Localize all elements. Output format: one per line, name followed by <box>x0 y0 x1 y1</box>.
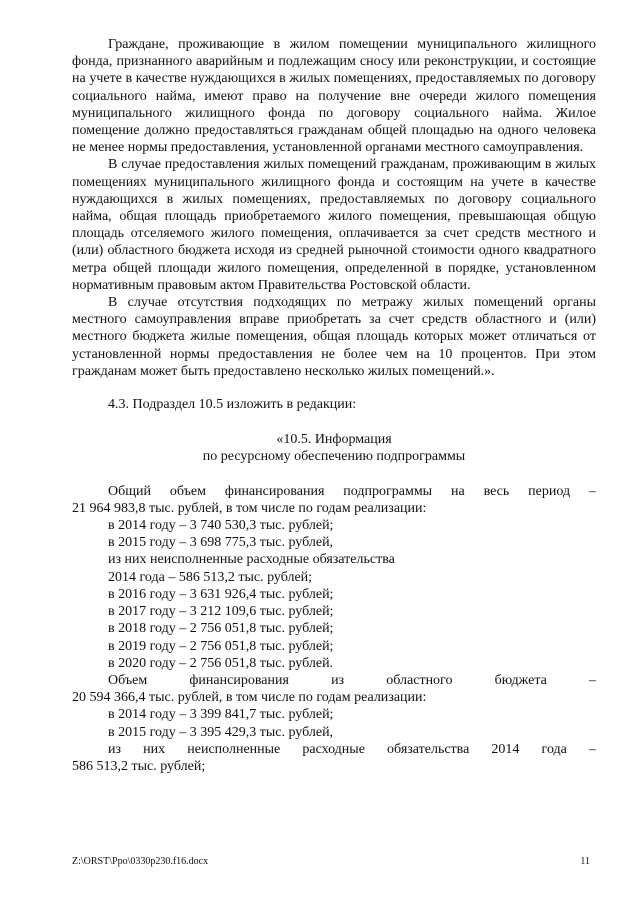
total-funding-item: в 2019 году – 2 756 051,8 тыс. рублей; <box>108 638 334 654</box>
section-instruction: 4.3. Подраздел 10.5 изложить в редакции: <box>108 397 357 413</box>
regional-unfulfilled-cont: 586 513,2 тыс. рублей; <box>72 758 206 774</box>
paragraph-3: В случае отсутствия подходящих по метражу жилых помещений органы местного самоуправления вправе приобретать за счет средств областного и (или) местного бюджета жилые помещения, общая площадь которых может отличаться от установленной нормы предоставления не более чем на 10 процентов. При этом гражданам может быть предоставлено несколько жилых помещений.». <box>72 295 596 379</box>
section-heading-line-1: «10.5. Информация <box>276 432 392 448</box>
section-heading-line-2: по ресурсному обеспечению подпрограммы <box>202 449 466 465</box>
regional-unfulfilled: из них неисполненные расходные обязательства 2014 года – <box>108 741 596 757</box>
total-funding-intro: Общий объем финансирования подпрограммы на весь период – <box>108 483 596 499</box>
regional-funding-intro: Объем финансирования из областного бюджета – <box>108 672 596 688</box>
total-funding-item: в 2017 году – 3 212 109,6 тыс. рублей; <box>108 604 334 620</box>
total-funding-item: в 2020 году – 2 756 051,8 тыс. рублей. <box>108 655 334 671</box>
paragraph-2: В случае предоставления жилых помещений гражданам, проживающим в жилых помещениях муниципального жилищного фонда и состоящим на учете в качестве нуждающихся в жилых помещениях, предоставляемых по договору социального найма, общая площадь приобретаемого жилого помещения, превышающая общую площадь отселяемого жилого помещения, оплачивается за счет средств местного и (или) областного бюджета исходя из средней рыночной стоимости одного квадратного метра общей площади жилого помещения, определенной в порядке, установленном нормативным правовым актом Правительства Ростовской области. <box>72 157 596 293</box>
funding-block <box>72 483 596 775</box>
total-funding-item: 2014 года – 586 513,2 тыс. рублей; <box>108 569 313 585</box>
total-funding-item: в 2018 году – 2 756 051,8 тыс. рублей; <box>108 621 334 637</box>
total-funding-item: в 2016 году – 3 631 926,4 тыс. рублей; <box>108 586 334 602</box>
paragraph-1: Граждане, проживающие в жилом помещении муниципального жилищного фонда, признанного аварийным и подлежащим сносу или реконструкции, и состоящие на учете в качестве нуждающихся в жилых помещениях, предоставляемых по договору социального найма, имеют право на получение вне очереди жилого помещения муниципального жилищного фонда по договору социального найма. Жилое помещение должно предоставляться гражданам общей площадью на одного человека не менее нормы предоставления, установленной органами местного самоуправления. <box>72 37 596 156</box>
total-funding-item: в 2014 году – 3 740 530,3 тыс. рублей; <box>108 518 334 534</box>
total-funding-cont: 21 964 983,8 тыс. рублей, в том числе по годам реализации: <box>72 500 427 516</box>
regional-funding-item: в 2014 году – 3 399 841,7 тыс. рублей; <box>108 707 334 723</box>
regional-funding-cont: 20 594 366,4 тыс. рублей, в том числе по годам реализации: <box>72 690 427 706</box>
regional-funding-item: в 2015 году – 3 395 429,3 тыс. рублей, <box>108 724 334 740</box>
total-funding-item: в 2015 году – 3 698 775,3 тыс. рублей, <box>108 535 334 551</box>
document-page <box>72 36 596 775</box>
footer-file-path: Z:\ORST\Ppo\0330p230.f16.docx <box>72 856 209 867</box>
page-number: 11 <box>580 856 590 867</box>
total-funding-item: из них неисполненные расходные обязательства <box>108 552 395 568</box>
